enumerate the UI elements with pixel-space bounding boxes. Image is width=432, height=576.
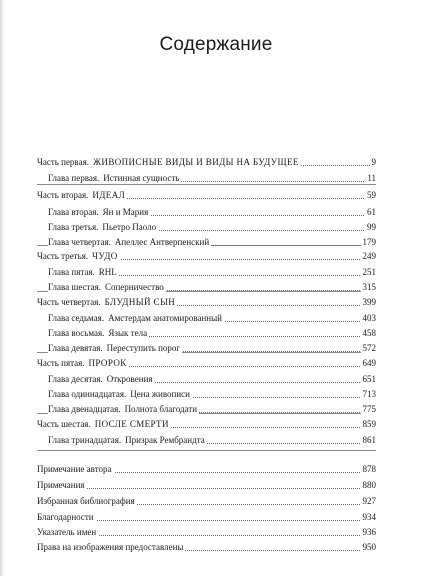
entry-label: Глава третья. [48, 222, 99, 232]
page-number: 9 [371, 157, 376, 167]
page-number: 927 [362, 496, 376, 506]
entry-title [48, 373, 155, 385]
entry-label: Часть третья. [37, 251, 89, 261]
page-title: Содержание [159, 34, 273, 55]
toc-part-entry[interactable] [0, 418, 432, 430]
toc-back-matter-entry[interactable] [0, 526, 432, 538]
entry-label: Глава первая. [48, 173, 100, 183]
toc-chapter-entry[interactable] [0, 434, 432, 446]
entry-name: Призрак Рембрандта [125, 435, 205, 445]
entry-name: Примечание автора [37, 464, 112, 474]
toc-part-entry[interactable] [0, 189, 432, 201]
toc-chapter-entry[interactable] [0, 206, 432, 218]
entry-label: Глава шестая. [48, 282, 101, 292]
entry-name: Язык тела [108, 328, 148, 338]
entry-name: Истинная сущность [103, 173, 180, 183]
toc-part-entry[interactable] [0, 296, 432, 308]
page-number: 878 [362, 464, 376, 474]
entry-name: Права на изображения предоставлены [37, 542, 184, 552]
toc-back-matter-entry[interactable] [0, 495, 432, 507]
entry-title [37, 156, 301, 168]
page-number: 61 [367, 207, 376, 217]
page-number: 950 [362, 542, 376, 552]
entry-label: Часть четвертая. [37, 297, 101, 307]
entry-title [48, 206, 150, 218]
entry-title [48, 266, 119, 278]
entry-title [37, 418, 171, 430]
entry-title [37, 250, 120, 262]
entry-title [37, 495, 137, 507]
entry-title [48, 312, 224, 324]
toc-back-matter-entry[interactable] [0, 463, 432, 475]
entry-label: Часть вторая. [37, 190, 89, 200]
page-number: 936 [362, 527, 376, 537]
entry-name: Ян и Мария [102, 207, 149, 217]
entry-title [48, 281, 166, 293]
entry-name: Амстердам анатомированный [108, 313, 222, 323]
toc-back-matter-entry[interactable] [0, 541, 432, 553]
page-number: 315 [362, 282, 376, 292]
entry-title [48, 221, 158, 233]
page-number: 403 [362, 313, 376, 323]
dot-leader [37, 487, 374, 489]
entry-title [37, 511, 96, 523]
entry-title [48, 327, 149, 339]
entry-title [48, 236, 211, 248]
entry-label: Часть шестая. [37, 419, 91, 429]
toc-chapter-entry[interactable] [0, 327, 432, 339]
entry-name: Пьетро Паоло [102, 222, 157, 232]
entry-title [37, 296, 177, 308]
page-number: 861 [362, 435, 376, 445]
entry-label: Глава четвертая. [48, 237, 111, 247]
entry-name: ПРОРОК [88, 358, 127, 368]
entry-name: ЧУДО [92, 251, 118, 261]
entry-label: Глава десятая. [48, 374, 103, 384]
section-divider [37, 184, 376, 185]
entry-name: Цена живописи [130, 389, 190, 399]
page-number: 59 [367, 190, 376, 200]
entry-label: Глава двенадцатая. [48, 404, 121, 414]
entry-title [37, 357, 129, 369]
entry-name: БЛУДНЫЙ СЫН [104, 297, 176, 307]
toc-chapter-entry[interactable] [0, 236, 432, 248]
entry-title [37, 526, 98, 538]
entry-label: Часть пятая. [37, 358, 85, 368]
entry-name: Указатель имен [37, 527, 97, 537]
entry-name: Апеллес Антверпенский [114, 237, 210, 247]
entry-label: Глава пятая. [48, 267, 95, 277]
entry-name: Соперничество [104, 282, 164, 292]
page-number: 458 [362, 328, 376, 338]
page-number: 249 [362, 251, 376, 261]
toc-back-matter-entry[interactable] [0, 511, 432, 523]
entry-name: Избранная библиография [37, 496, 135, 506]
page-number: 399 [362, 297, 376, 307]
entry-title [37, 189, 127, 201]
entry-name: Примечания [37, 480, 85, 490]
entry-label: Глава одиннадцатая. [48, 389, 127, 399]
entry-name: ПОСЛЕ СМЕРТИ [94, 419, 169, 429]
toc-chapter-entry[interactable] [0, 221, 432, 233]
entry-label: Глава восьмая. [48, 328, 105, 338]
section-divider [37, 450, 376, 451]
entry-title [37, 541, 185, 553]
page-number: 651 [362, 374, 376, 384]
toc-part-entry[interactable] [0, 357, 432, 369]
page-number: 251 [362, 267, 376, 277]
entry-name: RHL [98, 267, 117, 277]
toc-part-entry[interactable] [0, 156, 432, 168]
entry-name: Переступить порог [106, 343, 181, 353]
entry-title [48, 342, 182, 354]
toc-chapter-entry[interactable] [0, 266, 432, 278]
toc-back-matter-entry[interactable] [0, 479, 432, 491]
entry-name: Откровения [106, 374, 153, 384]
page-number: 934 [362, 512, 376, 522]
entry-label: Глава девятая. [48, 343, 103, 353]
toc-chapter-entry[interactable] [0, 388, 432, 400]
page-number: 859 [362, 419, 376, 429]
entry-name: ИДЕАЛ [92, 190, 126, 200]
entry-title [37, 463, 114, 475]
entry-label: Часть первая. [37, 157, 89, 167]
toc-chapter-entry[interactable] [0, 312, 432, 324]
entry-label: Глава тринадцатая. [48, 435, 122, 445]
entry-title [48, 434, 207, 446]
entry-name: Благодарности [37, 512, 94, 522]
toc-chapter-entry[interactable] [0, 373, 432, 385]
page-number: 775 [362, 404, 376, 414]
toc-chapter-entry[interactable] [0, 172, 432, 184]
entry-name: Полнота благодати [124, 404, 198, 414]
page-number: 11 [367, 173, 376, 183]
page-number: 713 [362, 389, 376, 399]
entry-label: Глава вторая. [48, 207, 99, 217]
entry-title [48, 403, 199, 415]
entry-title [37, 479, 87, 491]
entry-label: Глава седьмая. [48, 313, 105, 323]
entry-title [48, 172, 181, 184]
entry-title [48, 388, 192, 400]
page-number: 880 [362, 480, 376, 490]
page-number: 99 [367, 222, 376, 232]
page-number: 649 [362, 358, 376, 368]
page-number: 179 [362, 237, 376, 247]
toc-part-entry[interactable] [0, 250, 432, 262]
page-number: 572 [362, 343, 376, 353]
entry-name: ЖИВОПИСНЫЕ ВИДЫ И ВИДЫ НА БУДУЩЕЕ [92, 157, 299, 167]
